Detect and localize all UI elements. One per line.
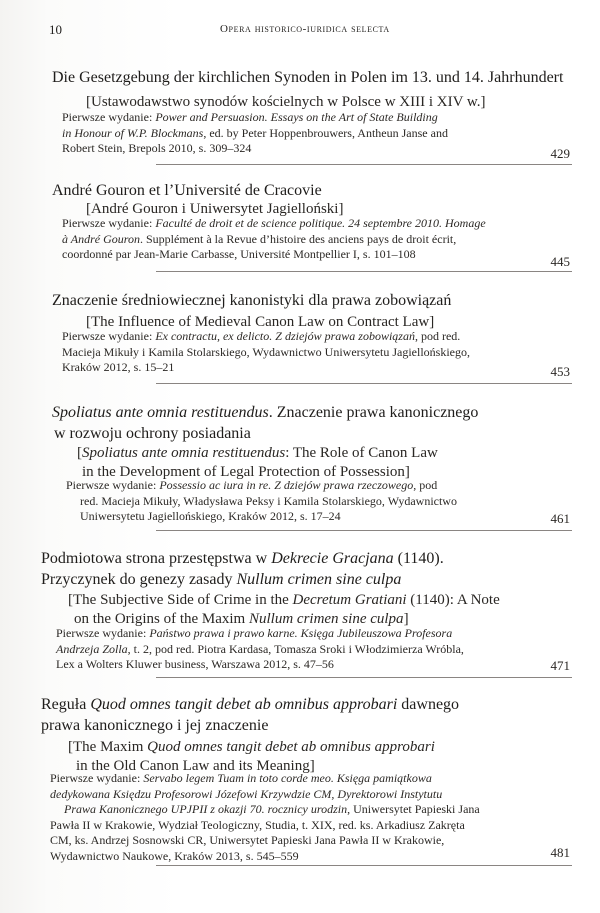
pub-line — [62, 110, 562, 126]
entry-publication — [66, 478, 566, 525]
title-italic: Dekrecie Gracjana — [271, 550, 394, 567]
pub-italic: in Honour of W.P. Blockmans — [62, 125, 204, 140]
title-line: André Gouron et l’Université de Cracovie — [52, 182, 322, 199]
title-line: prawa kanonicznego i jej znaczenie — [41, 717, 269, 734]
pub-line — [50, 802, 550, 818]
translation-line: [Spoliatus ante omnia restituendus: The Role of Canon Law — [77, 445, 438, 461]
pub-label: Pierwsze wydanie: — [62, 110, 153, 124]
entry-title — [52, 67, 592, 88]
pub-italic: Servabo legem Tuam in toto corde meo. Księga pamiątkowa — [143, 771, 432, 785]
entry-page-number: 453 — [550, 364, 570, 379]
leader-rule — [156, 383, 572, 384]
pub-line: Pawła II w Krakowie, Wydział Teologiczny, Studia, t. XIX, red. ks. Arkadiusz Zakręta — [50, 817, 465, 832]
entry-translation — [68, 591, 568, 629]
translation-text: [The Maxim — [68, 739, 148, 755]
entry-title — [41, 548, 581, 590]
translation-line — [68, 738, 568, 757]
title-text: . Znaczenie prawa kanonicznego — [268, 404, 479, 421]
pub-line: Lex a Wolters Kluwer business, Warszawa 2012, s. 47–56 — [56, 657, 334, 671]
title-line: w rozwoju ochrony posiadania — [54, 425, 251, 442]
pub-label: Pierwsze wydanie: — [50, 771, 141, 785]
pub-label: Pierwsze wydanie: — [56, 626, 147, 640]
title-text: Przyczynek do genezy zasady — [41, 571, 237, 588]
translation-line: in the Old Canon Law and its Meaning] — [76, 758, 315, 774]
entry-publication — [62, 110, 562, 157]
pub-text: , Uniwersytet Papieski Jana — [347, 802, 480, 816]
running-head — [0, 22, 600, 42]
pub-text: , pod red. — [414, 329, 461, 343]
pub-text: , pod — [413, 478, 438, 492]
title-italic: Nullum crimen sine culpa — [236, 571, 402, 588]
title-text: dawnego — [397, 696, 460, 713]
pub-label: Pierwsze wydanie: — [62, 329, 153, 343]
pub-line: coordonné par Jean-Marie Carbasse, Université Montpellier I, s. 101–108 — [62, 247, 416, 261]
title-text: Podmiotowa strona przestępstwa w — [41, 550, 272, 567]
translation-text: ] — [403, 611, 409, 627]
translation-text: : The Role of Canon Law — [285, 445, 438, 461]
pub-line — [62, 126, 562, 142]
entry-publication — [50, 771, 550, 864]
translation-line: [The Influence of Medieval Canon Law on Contract Law] — [86, 314, 435, 330]
pub-text: , t. 2, pod red. Piotra Kardasa, Tomasza Sroki i Włodzimierza Wróbla, — [127, 641, 464, 656]
title-line — [41, 548, 581, 569]
title-text: (1140). — [393, 550, 444, 567]
pub-line — [62, 329, 562, 345]
entry-translation — [77, 444, 577, 482]
pub-line — [50, 787, 550, 803]
pub-italic: dedykowana Księdzu Profesorowi Józefowi Krzywdzie CM, Dyrektorowi Instytutu — [50, 786, 443, 801]
title-line: Die Gesetzgebung der kirchlichen Synoden in Polen im 13. und 14. Jahrhundert — [52, 69, 564, 86]
pub-line: Uniwersytetu Jagiellońskiego, Kraków 2012, s. 17–24 — [80, 509, 341, 523]
translation-line: in the Development of Legal Protection of Possession] — [82, 464, 410, 480]
pub-italic: à André Gouron — [62, 231, 140, 246]
pub-line: Macieja Mikuły i Kamila Stolarskiego, Wydawnictwo Uniwersytetu Jagiellońskiego, — [62, 344, 470, 359]
pub-line — [66, 478, 566, 494]
leader-rule — [156, 865, 572, 866]
leader-rule — [156, 677, 572, 678]
entry-publication — [56, 626, 556, 673]
title-text: Reguła — [41, 696, 91, 713]
pub-italic: Faculté de droit et de science politique. 24 septembre 2010. Homage — [155, 216, 486, 230]
entry-publication — [62, 216, 562, 263]
pub-italic: Andrzeja Zolla — [56, 641, 128, 656]
pub-italic: Prawa Kanonicznego UPJPII z okazji 70. rocznicy urodzin — [64, 802, 348, 816]
pub-line: red. Macieja Mikuły, Władysława Peksy i Kamila Stolarskiego, Wydawnictwo — [80, 493, 457, 508]
entry-title — [52, 402, 592, 444]
entry-title — [52, 180, 592, 201]
title-line — [41, 694, 581, 715]
entry-page-number: 445 — [550, 254, 570, 269]
entry-page-number: 471 — [550, 658, 570, 673]
pub-line: CM, ks. Andrzej Sosnowski CR, Uniwersytet Papieski Jana Pawła II w Krakowie, — [50, 833, 445, 847]
translation-line: [André Gouron i Uniwersytet Jagielloński] — [86, 201, 344, 217]
pub-text: . Supplément à la Revue d’histoire des anciens pays de droit écrit, — [140, 231, 457, 246]
entry-page-number: 429 — [550, 146, 570, 161]
title-line — [41, 569, 581, 590]
pub-label: Pierwsze wydanie: — [66, 478, 157, 492]
entry-title — [41, 694, 581, 736]
pub-italic: Ex contractu, ex delicto. Z dziejów prawa zobowiązań — [155, 329, 415, 343]
pub-line — [56, 642, 556, 658]
title-italic: Quod omnes tangit debet ab omnibus approbari — [90, 696, 398, 713]
pub-label: Pierwsze wydanie: — [62, 216, 153, 230]
translation-text: on the Origins of the Maxim — [74, 611, 249, 627]
pub-line — [62, 216, 562, 232]
leader-rule — [156, 164, 572, 165]
leader-rule — [156, 530, 572, 531]
pub-italic: Possessio ac iura in re. Z dziejów prawa rzeczowego — [159, 478, 414, 492]
translation-text: [The Subjective Side of Crime in the — [68, 592, 293, 608]
translation-italic: Quod omnes tangit debet ab omnibus approbari — [147, 739, 435, 755]
title-line — [52, 402, 592, 423]
translation-italic: Decretum Gratiani — [292, 592, 407, 608]
entry-page-number: 481 — [550, 845, 570, 860]
pub-line — [56, 626, 556, 642]
title-line: Znaczenie średniowiecznej kanonistyki dla prawa zobowiązań — [52, 292, 452, 309]
pub-line — [62, 232, 562, 248]
leader-rule — [156, 271, 572, 272]
pub-line: Kraków 2012, s. 15–21 — [62, 360, 175, 374]
pub-line — [50, 771, 550, 787]
entry-page-number: 461 — [550, 511, 570, 526]
translation-line — [68, 591, 568, 610]
translation-line: [Ustawodawstwo synodów kościelnych w Polsce w XIII i XIV w.] — [86, 94, 486, 110]
translation-italic: Spoliatus ante omnia restituendus — [82, 445, 286, 461]
page-number: 10 — [49, 22, 62, 37]
translation-italic: Nullum crimen sine culpa — [248, 611, 404, 627]
pub-italic: Państwo prawa i prawo karne. Księga Jubileuszowa Profesora — [149, 626, 453, 640]
entry-title — [52, 290, 592, 311]
pub-text: , ed. by Peter Hoppenbrouwers, Antheun Janse and — [203, 125, 448, 140]
series-title: Opera historico-iuridica selecta — [220, 23, 390, 35]
title-italic: Spoliatus ante omnia restituendus — [52, 404, 269, 421]
pub-line: Wydawnictwo Naukowe, Kraków 2013, s. 545–559 — [50, 848, 299, 863]
pub-italic: Power and Persuasion. Essays on the Art of State Building — [155, 110, 438, 124]
translation-text: (1140): A Note — [406, 592, 500, 608]
entry-publication — [62, 329, 562, 376]
pub-line: Robert Stein, Brepols 2010, s. 309–324 — [62, 141, 252, 155]
